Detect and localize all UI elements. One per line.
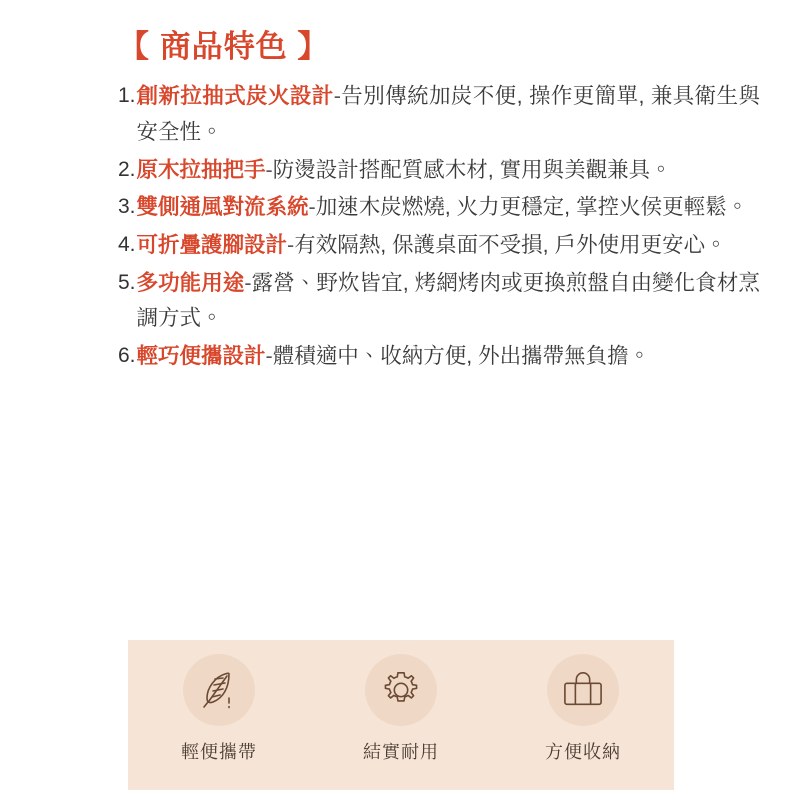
list-item-number: 2.: [118, 157, 136, 181]
list-item-body: [137, 153, 760, 189]
list-item-title: 原木拉抽把手: [136, 157, 266, 182]
badge-durable: [326, 654, 476, 764]
badge-label: 結實耐用: [363, 742, 439, 762]
list-item-number: 3.: [118, 195, 136, 219]
bag-icon: [561, 670, 605, 710]
list-item: [118, 153, 760, 189]
list-item-description: 體積適中、收納方便, 外出攜帶無負擔。: [272, 344, 651, 368]
badge-circle: [365, 654, 437, 726]
list-item-title: 輕巧便攜設計: [136, 344, 266, 368]
badge-circle: [183, 654, 255, 726]
list-item-dash: -: [265, 157, 273, 182]
badge-circle: [547, 654, 619, 726]
list-item-description: 防燙設計搭配質感木材, 實用與美觀兼具。: [272, 157, 672, 182]
list-item-description: 加速木炭燃燒, 火力更穩定, 掌控火侯更輕鬆。: [315, 195, 749, 220]
list-item-number: 5.: [118, 270, 136, 294]
badge-portable: [144, 654, 294, 764]
list-item-body: [137, 266, 760, 337]
badge-label: 輕便攜帶: [181, 742, 257, 762]
list-item-title: 可折疊護腳設計: [136, 232, 288, 257]
list-item-body: [137, 79, 760, 150]
list-item-dash: -: [308, 195, 316, 220]
list-item-description: 告別傳統加炭不便, 操作更簡單, 兼具衛生與安全性。: [136, 84, 760, 144]
list-item: [118, 339, 760, 375]
list-item-title: 多功能用途: [136, 270, 245, 295]
list-item-dash: -: [265, 344, 273, 368]
list-item-number: 1.: [118, 84, 136, 108]
list-item-dash: -: [244, 270, 252, 295]
list-item: [118, 266, 760, 337]
feather-icon: [199, 668, 239, 712]
badge-storage: [508, 654, 658, 764]
badge-strip: [128, 640, 674, 790]
list-item-title: 雙側通風對流系統: [136, 195, 309, 220]
list-item-body: [137, 190, 760, 226]
list-item-title: 創新拉抽式炭火設計: [136, 84, 334, 109]
list-item-number: 6.: [118, 344, 136, 367]
feature-list: [118, 79, 760, 375]
list-item: [118, 228, 760, 264]
list-item-body: [137, 339, 760, 375]
badge-label: 方便收納: [545, 742, 621, 762]
list-item-dash: -: [333, 84, 341, 109]
list-item-number: 4.: [118, 232, 136, 256]
list-item: [118, 79, 760, 150]
gear-icon: [380, 669, 422, 711]
list-item-dash: -: [287, 232, 295, 257]
list-item: [118, 190, 760, 226]
page-title: 【 商品特色 】: [118, 29, 330, 64]
list-item-body: [137, 228, 760, 264]
list-item-description: 露營、野炊皆宜, 烤網烤肉或更換煎盤自由變化食材烹調方式。: [136, 270, 760, 331]
list-item-description: 有效隔熱, 保護桌面不受損, 戶外使用更安心。: [294, 232, 727, 257]
